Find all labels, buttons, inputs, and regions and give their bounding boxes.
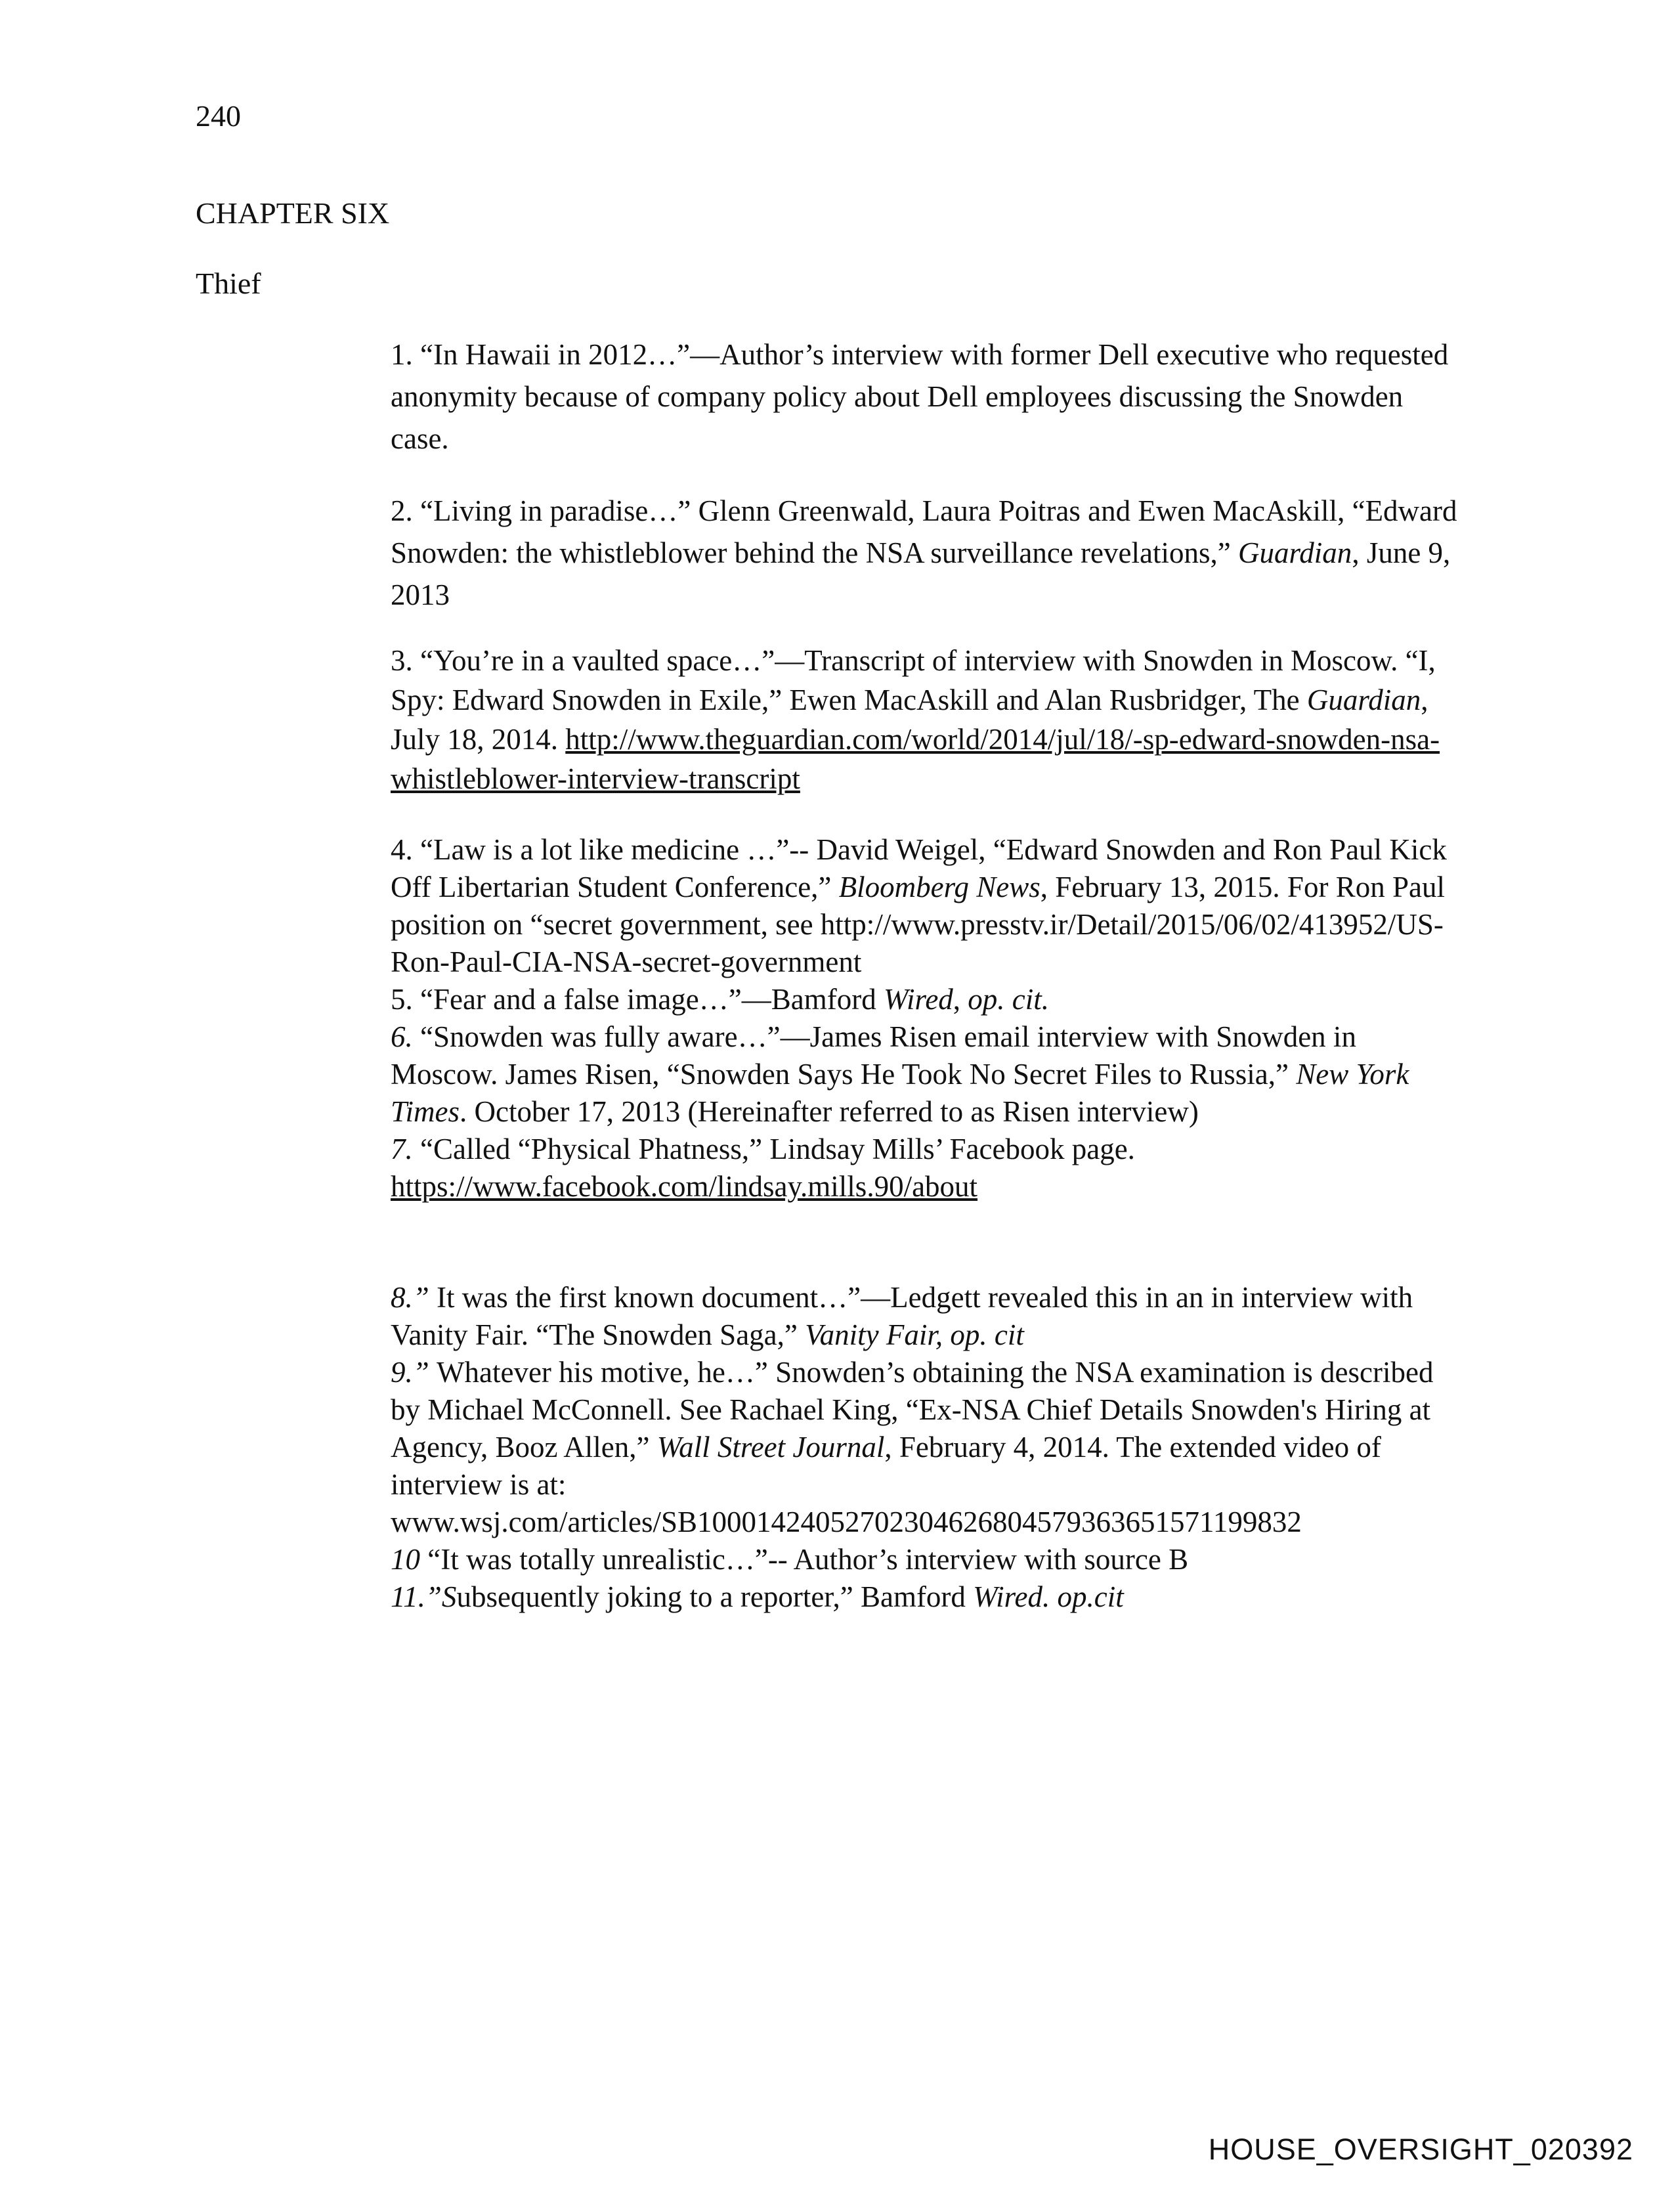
endnotes-4-7	[391, 831, 1467, 1205]
note-text: 5. “Fear and a false image…”—Bamford	[391, 983, 884, 1016]
note-text: 2. “Living in paradise…” Glenn Greenwald, Laura Poitras and Ewen MacAskill, “Edward Snowden: the whistleblower behind the NSA surveillance revelations,”	[391, 494, 1457, 569]
italic-text: Wall Street Journal	[656, 1431, 885, 1464]
note-text: . October 17, 2013 (Hereinafter referred to as Risen interview)	[460, 1095, 1199, 1128]
page-number: 240	[196, 99, 241, 133]
italic-text: Guardian	[1306, 683, 1421, 716]
note-text: 4. “Law is a lot like medicine …”-- David Weigel, “Edward Snowden and Ron Paul Kick Off Libertarian Student Conference,”	[391, 833, 1447, 903]
italic-text: 10	[391, 1543, 428, 1576]
italic-text: Wired. op.cit	[973, 1580, 1124, 1613]
italic-text: Bloomberg News	[838, 871, 1041, 903]
italic-text: op. cit.	[968, 983, 1050, 1016]
italic-text: New York Times	[391, 1058, 1409, 1128]
endnote-10	[391, 1541, 1467, 1578]
note-text: Whatever his motive, he…” Snowden’s obtaining the NSA examination is described by Michael McConnell. See Rachael King, “Ex-NSA Chief Details Snowden's Hiring at Agency, Booz Allen,”	[391, 1356, 1434, 1464]
note-text: “Called “Physical Phatness,” Lindsay Mills’ Facebook page.	[420, 1133, 1135, 1165]
endnote-1	[391, 334, 1467, 460]
endnote-7	[391, 1131, 1467, 1205]
italic-text: 6.	[391, 1020, 420, 1053]
note-text: , June 9, 2013	[391, 536, 1451, 611]
note-text: 3. “You’re in a vaulted space…”—Transcript of interview with Snowden in Moscow. “I, Spy: Edward Snowden in Exile,” Ewen MacAskill and Alan Rusbridger, The	[391, 644, 1436, 716]
italic-text: Vanity Fair, op. cit	[805, 1318, 1024, 1351]
italic-text: 8.”	[391, 1281, 437, 1314]
citation-link[interactable]: http://www.theguardian.com/world/2014/jul/18/-sp-edward-snowden-nsa-whistleblower-interview-transcript	[391, 723, 1440, 795]
note-text: It was the first known document…”—Ledgett revealed this in an in interview with Vanity Fair. “The Snowden Saga,”	[391, 1281, 1413, 1351]
note-text: , February 4, 2014. The extended video of interview is at: www.wsj.com/articles/SB10001424052702304626804579363651571199832	[391, 1431, 1381, 1538]
note-text: ubsequently joking to a reporter,” Bamford	[456, 1580, 974, 1613]
italic-text: Guardian	[1237, 536, 1352, 569]
italic-text: 9.”	[391, 1356, 437, 1389]
note-text: “Snowden was fully aware…”—James Risen email interview with Snowden in Moscow. James Risen, “Snowden Says He Took No Secret Files to Russia,”	[391, 1020, 1356, 1091]
endnote-6	[391, 1018, 1467, 1131]
italic-text: 7.	[391, 1133, 420, 1165]
endnote-2	[391, 490, 1467, 616]
note-text: , February 13, 2015. For Ron Paul position on “secret government, see http://www.presstv.ir/Detail/2015/06/02/413952/US-Ron-Paul-CIA-NSA-secret-government	[391, 871, 1445, 978]
note-text: “It was totally unrealistic…”-- Author’s interview with source B	[427, 1543, 1189, 1576]
endnote-3	[391, 641, 1467, 798]
endnote-11	[391, 1578, 1467, 1616]
endnote-9	[391, 1354, 1467, 1541]
section-title: Thief	[196, 267, 261, 300]
endnote-5	[391, 981, 1467, 1018]
italic-text: Wired	[883, 983, 953, 1016]
note-text: ,	[953, 983, 968, 1016]
chapter-heading: CHAPTER SIX	[196, 196, 390, 230]
endnotes-8-11	[391, 1279, 1467, 1616]
note-text: 1. “In Hawaii in 2012…”—Author’s interview with former Dell executive who requested anonymity because of company policy about Dell employees discussing the Snowden case.	[391, 338, 1449, 455]
endnote-8	[391, 1279, 1467, 1354]
italic-text: 11.”S	[391, 1580, 457, 1613]
endnote-4	[391, 831, 1467, 981]
note-text: , July 18, 2014.	[391, 683, 1428, 756]
bates-number: HOUSE_OVERSIGHT_020392	[1208, 2133, 1633, 2166]
citation-link[interactable]: https://www.facebook.com/lindsay.mills.90/about	[391, 1170, 978, 1203]
